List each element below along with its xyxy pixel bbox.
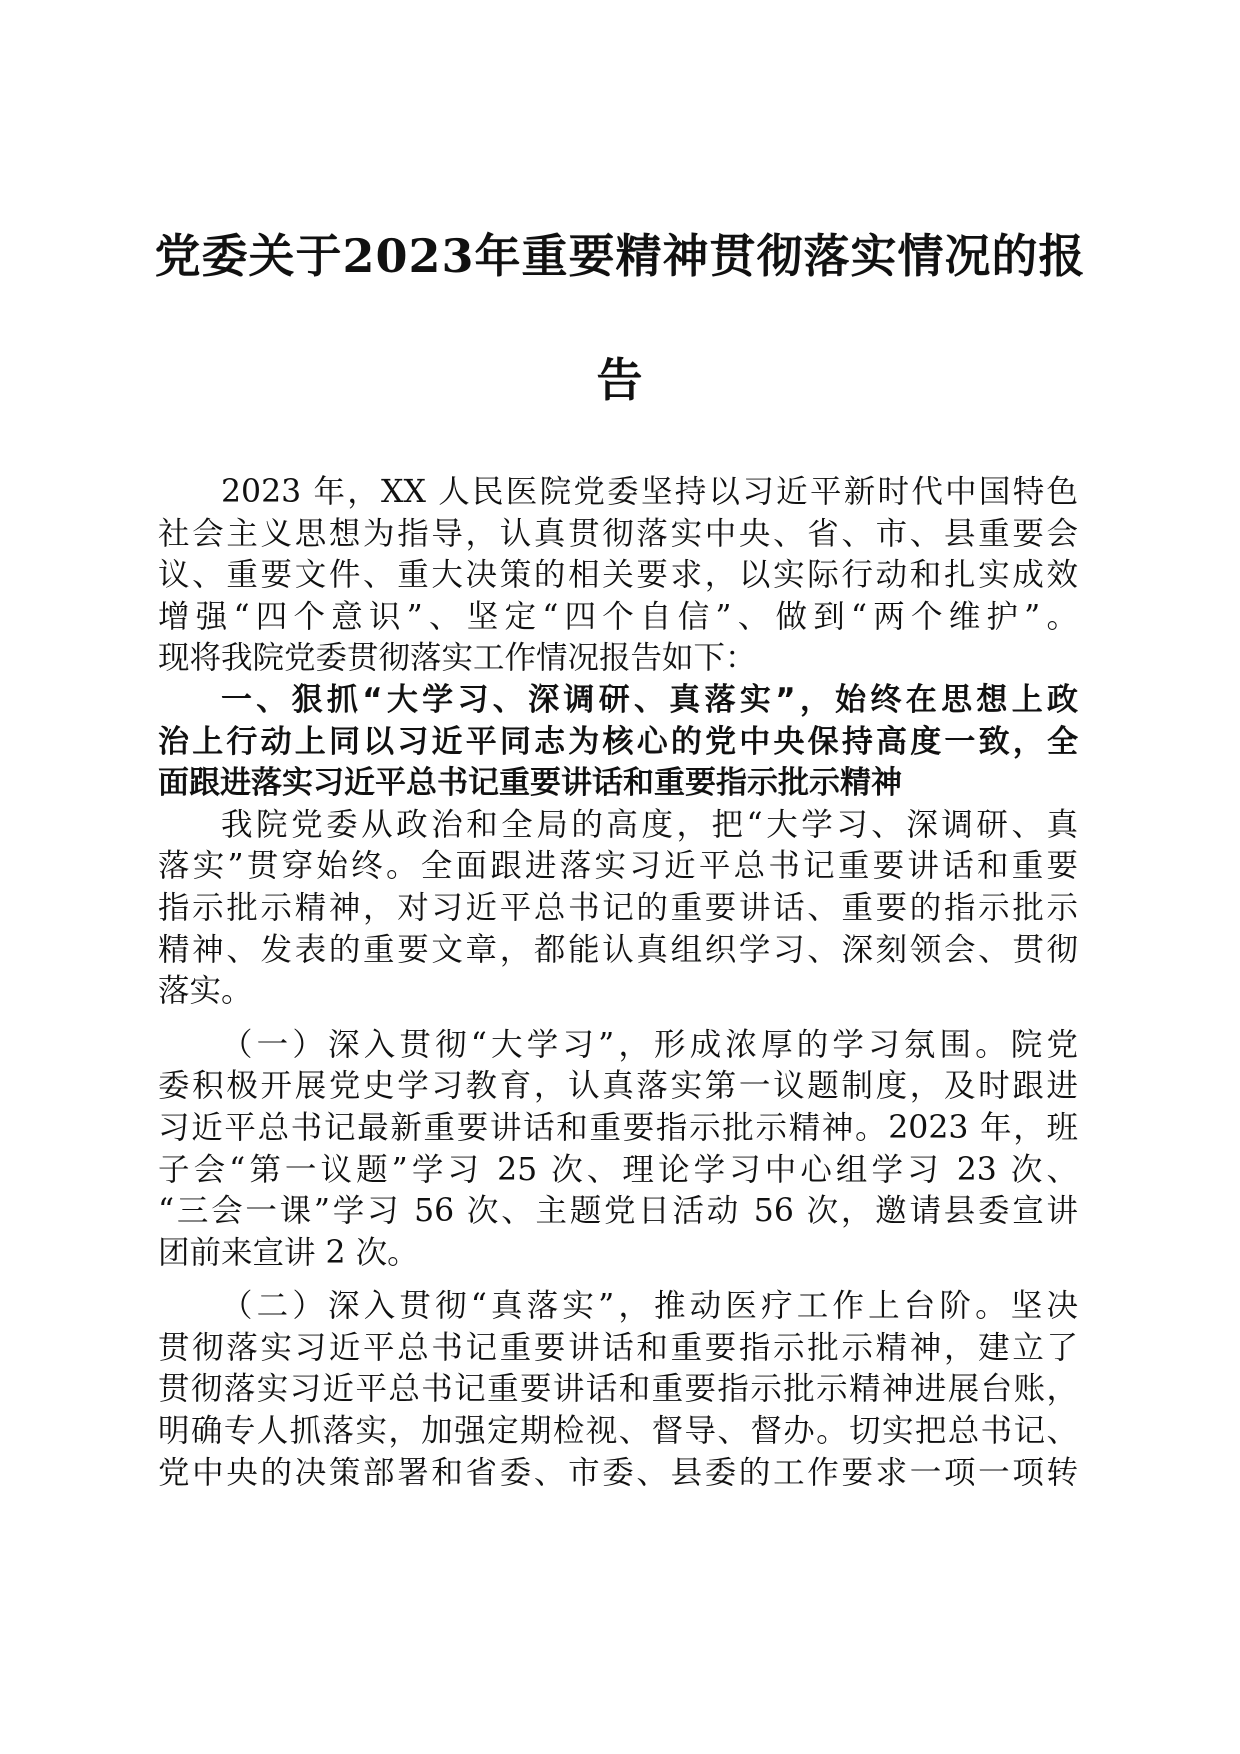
paragraph-section-1: [158, 805, 1078, 1013]
text-line: 增强“四个意识”、坚定“四个自信”、做到“两个维护”。: [158, 598, 1078, 635]
text-line: 党中央的决策部署和省委、市委、县委的工作要求一项一项转: [158, 1454, 1078, 1491]
text-line: 精神、发表的重要文章，都能认真组织学习、深刻领会、贯彻: [158, 931, 1078, 968]
text-line: 团前来宣讲 2 次。: [158, 1234, 419, 1271]
text-line: 社会主义思想为指导，认真贯彻落实中央、省、市、县重要会: [158, 515, 1078, 552]
text-line: 落实”贯穿始终。全面跟进落实习近平总书记重要讲话和重要: [158, 848, 1078, 885]
heading-line: 治上行动上同以习近平同志为核心的党中央保持高度一致，全: [158, 723, 1078, 760]
document-title-line-1: 党委关于2023年重要精神贯彻落实情况的报: [154, 229, 1086, 283]
text-line: 现将我院党委贯彻落实工作情况报告如下：: [158, 640, 757, 677]
text-line: （二）深入贯彻“真落实”，推动医疗工作上台阶。坚决: [221, 1288, 1078, 1325]
document-body: [158, 472, 1078, 1494]
text-line: 委积极开展党史学习教育，认真落实第一议题制度，及时跟进: [158, 1068, 1078, 1105]
text-line: 习近平总书记最新重要讲话和重要指示批示精神。2023 年，班: [158, 1109, 1078, 1146]
text-line: 2023 年，XX 人民医院党委坚持以习近平新时代中国特色: [221, 474, 1078, 510]
text-line: 指示批示精神，对习近平总书记的重要讲话、重要的指示批示: [158, 889, 1078, 926]
heading-line: 一、狠抓“大学习、深调研、真落实”，始终在思想上政: [221, 681, 1078, 718]
document-title-line-2: 告: [596, 353, 644, 407]
text-line: 明确专人抓落实，加强定期检视、督导、督办。切实把总书记、: [158, 1413, 1078, 1450]
paragraph-intro: [158, 472, 1078, 680]
text-line: 贯彻落实习近平总书记重要讲话和重要指示批示精神，建立了: [158, 1329, 1078, 1366]
paragraph-subsection-1: [158, 1025, 1078, 1275]
text-line: （一）深入贯彻“大学习”，形成浓厚的学习氛围。院党: [221, 1026, 1078, 1063]
text-line: 我院党委从政治和全局的高度，把“大学习、深调研、真: [221, 806, 1078, 843]
heading-line: 面跟进落实习近平总书记重要讲话和重要指示批示精神: [158, 765, 902, 802]
paragraph-subsection-2: [158, 1286, 1078, 1494]
text-line: 子会“第一议题”学习 25 次、理论学习中心组学习 23 次、: [158, 1151, 1078, 1188]
text-line: “三会一课”学习 56 次、主题党日活动 56 次，邀请县委宣讲: [158, 1193, 1078, 1230]
text-line: 贯彻落实习近平总书记重要讲话和重要指示批示精神进展台账，: [158, 1371, 1078, 1408]
text-line: 落实。: [158, 973, 253, 1010]
section-heading-1: [158, 680, 1078, 805]
text-line: 议、重要文件、重大决策的相关要求，以实际行动和扎实成效: [158, 557, 1078, 594]
